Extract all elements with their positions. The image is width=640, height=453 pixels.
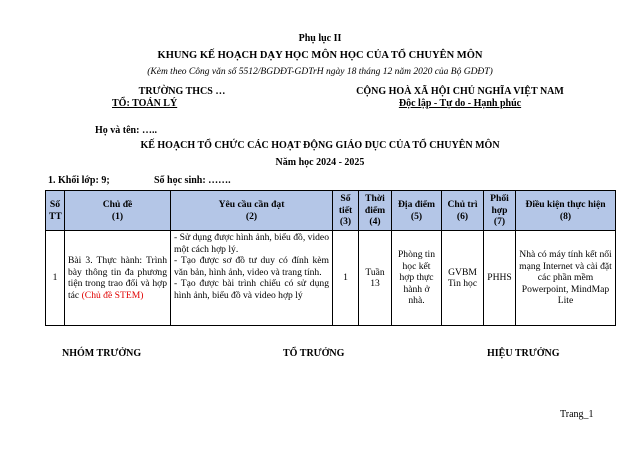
col-header-lead: Chủ trì (6) — [442, 191, 484, 231]
plan-year: Năm học 2024 - 2025 — [275, 157, 365, 168]
cell-location: Phòng tin học kết hợp thực hành ở nhà. — [392, 231, 442, 326]
cell-lead: GVBM Tin học — [442, 231, 484, 326]
topic-text: Bài 3. Thực hành: Trình bày thông tin đa phương tiện trong trao đổi và hợp tác — [68, 255, 167, 301]
topic-stem-note: (Chủ đề STEM) — [81, 289, 144, 301]
teacher-name-line — [95, 125, 157, 136]
signature-department-head: TỔ TRƯỞNG — [283, 348, 345, 359]
cell-requirements — [171, 231, 333, 326]
col-header-time: Thời điểm (4) — [359, 191, 392, 231]
col-header-coop: Phối hợp (7) — [484, 191, 516, 231]
requirement-item: - Tạo được sơ đồ tư duy có đính kèm văn bản, hình ảnh, video và trang tính. — [174, 255, 329, 278]
col-header-periods: Số tiết (3) — [333, 191, 359, 231]
nation-motto: Độc lập - Tự do - Hạnh phúc — [398, 98, 522, 109]
page-number: Trang_1 — [560, 409, 594, 420]
cell-stt: 1 — [46, 231, 65, 326]
department-name: TỔ: TOÁN LÝ — [112, 98, 178, 109]
col-header-conditions: Điều kiện thực hiện (8) — [516, 191, 616, 231]
student-count-label: Số học sinh: ……. — [154, 175, 231, 186]
requirement-item: - Sử dụng được hình ảnh, biểu đồ, video một cách hợp lý. — [174, 232, 329, 255]
col-header-stt: Số TT — [46, 191, 65, 231]
requirement-item: - Tạo được bài trình chiếu có sử dụng hình ảnh, biểu đồ và video hợp lý — [174, 278, 329, 301]
nation-name: CỘNG HOÀ XÃ HỘI CHỦ NGHĨA VIỆT NAM — [356, 86, 564, 97]
document-title: KHUNG KẾ HOẠCH DẠY HỌC MÔN HỌC CỦA TỔ CHUYÊN MÔN — [157, 50, 483, 61]
cell-time: Tuần 13 — [359, 231, 392, 326]
grade-label: 1. Khối lớp: 9; — [48, 175, 110, 186]
school-name: TRƯỜNG THCS … — [138, 86, 226, 97]
plan-table — [45, 190, 616, 326]
teacher-name-text: Họ và tên: ….. — [95, 125, 157, 136]
appendix-label: Phụ lục II — [298, 33, 342, 44]
col-header-topic: Chủ đề (1) — [65, 191, 171, 231]
table-row — [46, 231, 616, 326]
cell-topic — [65, 231, 171, 326]
signature-group-leader: NHÓM TRƯỞNG — [62, 348, 142, 359]
col-header-requirements: Yêu cầu cần đạt (2) — [171, 191, 333, 231]
col-header-location: Địa điểm (5) — [392, 191, 442, 231]
signature-principal: HIỆU TRƯỞNG — [487, 348, 560, 359]
cell-coop: PHHS — [484, 231, 516, 326]
cell-conditions: Nhà có máy tính kết nối mạng Internet và cài đặt các phần mềm Powerpoint, MindMap Lite — [516, 231, 616, 326]
document-subtitle: (Kèm theo Công văn số 5512/BGDĐT-GDTrH ngày 18 tháng 12 năm 2020 của Bộ GDĐT) — [147, 67, 493, 77]
plan-title: KẾ HOẠCH TỔ CHỨC CÁC HOẠT ĐỘNG GIÁO DỤC CỦA TỔ CHUYÊN MÔN — [140, 140, 500, 151]
table-header-row — [46, 191, 616, 231]
cell-periods: 1 — [333, 231, 359, 326]
